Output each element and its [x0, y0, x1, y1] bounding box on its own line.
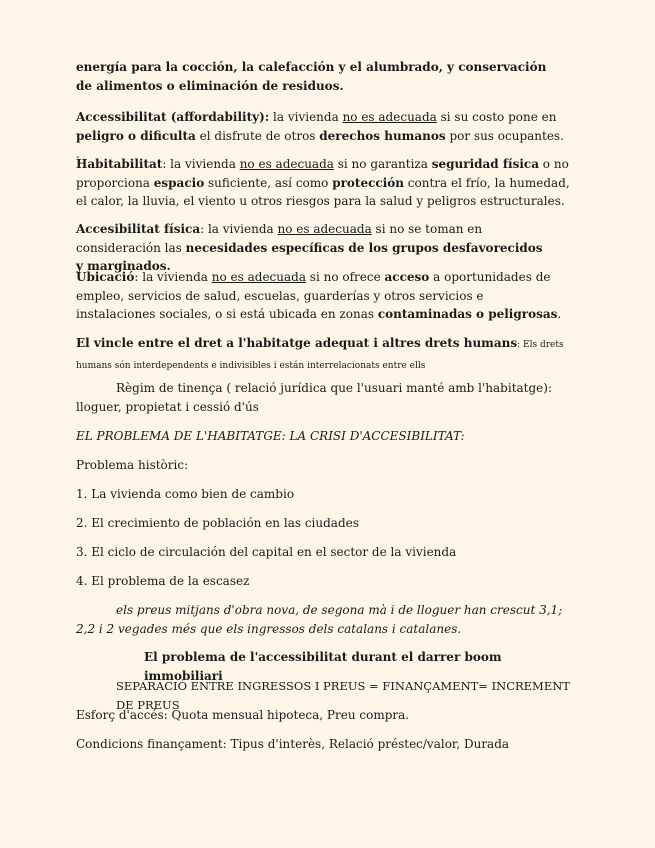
separacio-line: SEPARACIÓ ENTRE INGRESSOS I PREUS = FINANÇAMENT= INCREMENT DE PREUS [116, 679, 570, 712]
regim-paragraph: Règim de tinença ( relació jurídica que l'usuari manté amb l'habitatge): lloguer, propietat i cessió d'ús [76, 381, 553, 414]
bold-text: espacio [153, 175, 205, 190]
text-run: si no se toman en consideración las [76, 222, 483, 255]
list-item: 3. El ciclo de circulación del capital en el sector de la vivienda [76, 545, 457, 559]
text-run: contra el frío, la humedad, el calor, la lluvia, el viento u otros riesgos para la salud y peligros estructurales. [76, 175, 570, 208]
vincle-note: : Els drets humans són interdependents e indivisibles i están interrelacionats entre ells [76, 340, 564, 371]
bold-text: protección [332, 175, 404, 190]
boom-title: El problema de l'accessibilitat durant el darrer boom immobiliari [144, 650, 502, 683]
bold-text: seguridad física [431, 157, 539, 171]
preus-paragraph: els preus mitjans d'obra nova, de segona mà i de lloguer han crescut 3,1; 2,2 i 2 vegades més que els ingressos dels catalans i catalanes. [76, 603, 563, 636]
historic-label: Problema històric: [76, 458, 189, 472]
underlined-text: no es adecuada [211, 270, 306, 284]
habitabilitat-paragraph [76, 155, 576, 211]
fisica-term: Accesibilitat física [76, 222, 201, 236]
text-run: : la vivienda [134, 270, 212, 284]
esforc-line: Esforç d'accés: Quota mensual hipoteca, Preu compra. [76, 708, 410, 722]
bold-text: acceso [384, 270, 430, 284]
underlined-text: no es adecuada [239, 157, 334, 171]
ubicacio-paragraph [76, 268, 566, 324]
text-run: a oportunidades de empleo, servicios de salud, escuelas, guarderías y otros servicios e instalaciones sociales, o si está ubicada en zonas [76, 270, 551, 321]
text-run: si no garantiza [333, 157, 432, 171]
bold-text: derechos humanos [319, 128, 446, 143]
text-run: por sus ocupantes. . [76, 128, 564, 161]
list-item: 1. La vivienda como bien de cambio [76, 487, 295, 501]
accessibilitat-term: Accessibilitat (affordability): [76, 110, 270, 124]
condicions-line: Condicions finançament: Tipus d'interès, Relació préstec/valor, Durada [76, 737, 510, 751]
underlined-text: no es adecuada [342, 110, 437, 124]
bold-text: peligro o dificulta [76, 128, 196, 143]
text-run: . [557, 307, 562, 321]
text-run: si no ofrece [305, 270, 385, 284]
underlined-text: no es adecuada [277, 222, 372, 236]
problema-title: EL PROBLEMA DE L'HABITATGE: LA CRISI D'ACCESIBILITAT: [76, 429, 465, 443]
text-run: : la vivienda [200, 222, 278, 236]
vincle-heading: El vincle entre el dret a l'habitatge adequat i altres drets humans [76, 336, 518, 350]
list-item: 4. El problema de la escasez [76, 574, 250, 588]
ubicacio-term: Ubicació [76, 270, 135, 284]
text-run: el disfrute de otros [195, 128, 320, 143]
text-run: o no proporciona [76, 157, 569, 190]
bold-text: necesidades específicas de los grupos desfavorecidos y marginados. [76, 240, 543, 273]
text-run: suficiente, así como [204, 175, 333, 190]
list-item: 2. El crecimiento de población en las ciudades [76, 516, 359, 530]
habitabilitat-term: Habitabilitat [76, 157, 163, 171]
vincle-paragraph [76, 334, 566, 375]
intro-paragraph: energía para la cocción, la calefacción y el alumbrado, y conservación de alimentos o eliminación de residuos. [76, 60, 547, 93]
text-run: : la vivienda [162, 157, 240, 171]
text-run: si su costo pone en [436, 110, 557, 124]
text-run: la vivienda [269, 110, 343, 124]
bold-text: contaminadas o peligrosas [377, 307, 558, 321]
